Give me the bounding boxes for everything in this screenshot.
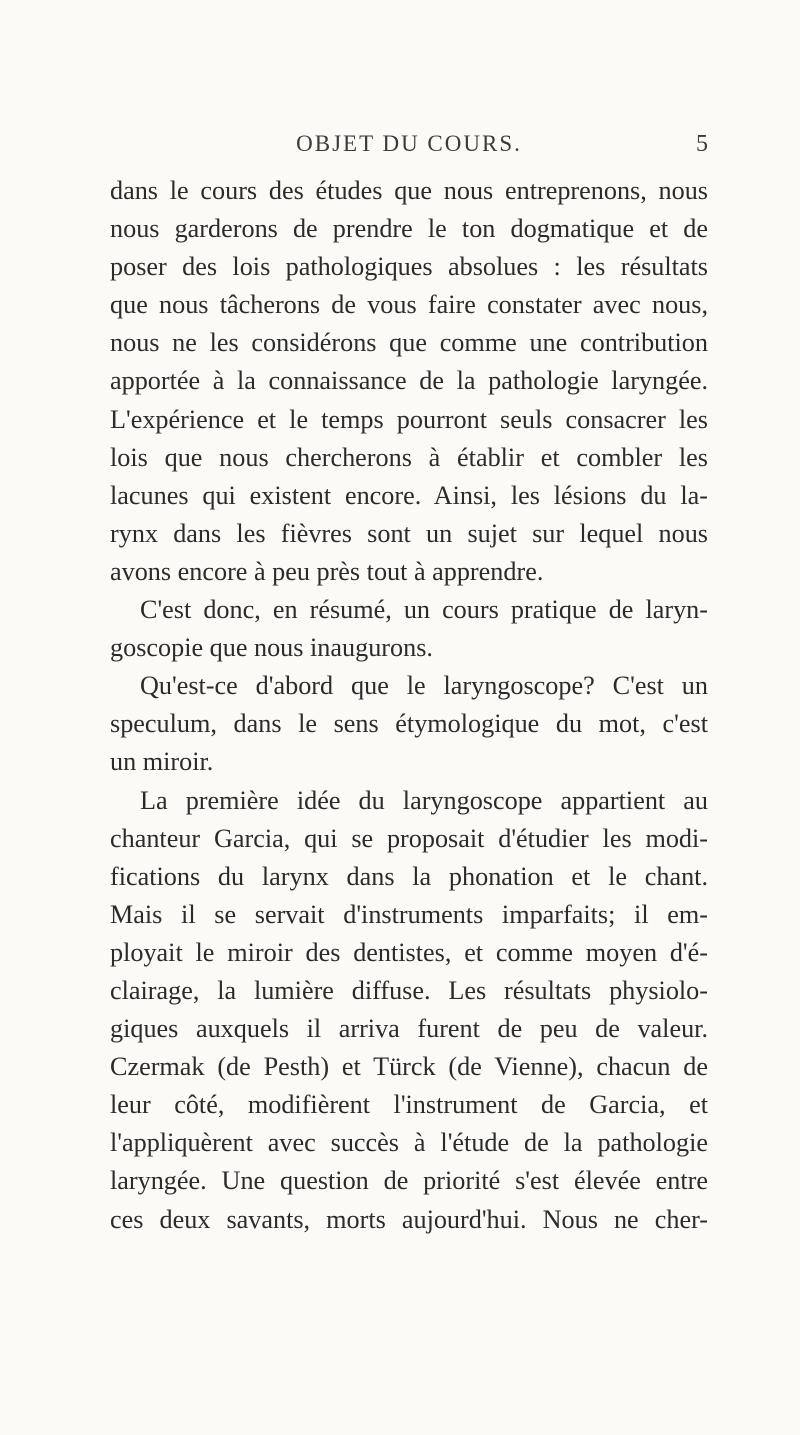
text-line: clairage, la lumière diffuse. Les résultats physiolo-: [110, 975, 708, 1005]
text-line: Qu'est-ce d'abord que le laryngoscope? C'est un: [140, 671, 708, 701]
text-line: fications du larynx dans la phonation et le chant.: [110, 861, 708, 891]
text-line: ployait le miroir des dentistes, et comme moyen d'é-: [110, 937, 708, 967]
text-line: Mais il se servait d'instruments imparfaits; il em-: [110, 899, 708, 929]
running-head: [110, 131, 708, 165]
text-line: chanteur Garcia, qui se proposait d'étudier les modi-: [110, 823, 708, 853]
text-line: Czermak (de Pesth) et Türck (de Vienne), chacun de: [110, 1052, 708, 1082]
text-line: poser des lois pathologiques absolues : les résultats: [110, 252, 708, 282]
text-line: speculum, dans le sens étymologique du mot, c'est: [110, 709, 708, 739]
text-line: nous ne les considérons que comme une contribution: [110, 328, 708, 358]
text-line: avons encore à peu près tout à apprendre.: [110, 556, 544, 586]
body-text: [110, 172, 708, 1239]
text-line: un miroir.: [110, 747, 214, 777]
text-line: l'appliquèrent avec succès à l'étude de la pathologie: [110, 1128, 708, 1158]
text-line: laryngée. Une question de priorité s'est élevée entre: [110, 1166, 708, 1196]
text-line: lois que nous chercherons à établir et combler les: [110, 442, 708, 472]
text-line: que nous tâcherons de vous faire constater avec nous,: [110, 290, 708, 320]
text-line: La première idée du laryngoscope appartient au: [140, 785, 708, 815]
page-number: 5: [696, 131, 708, 157]
text-line: dans le cours des études que nous entreprenons, nous: [110, 176, 708, 205]
text-line: giques auxquels il arriva furent de peu de valeur.: [110, 1014, 708, 1044]
text-line: C'est donc, en résumé, un cours pratique de laryn-: [140, 595, 708, 625]
text-line: leur côté, modifièrent l'instrument de Garcia, et: [110, 1090, 708, 1120]
text-line: goscopie que nous inaugurons.: [110, 633, 433, 663]
running-title: OBJET DU COURS.: [296, 131, 522, 156]
text-line: lacunes qui existent encore. Ainsi, les lésions du la-: [110, 480, 708, 510]
text-line: apportée à la connaissance de la pathologie laryngée.: [110, 366, 708, 396]
text-line: ces deux savants, morts aujourd'hui. Nous ne cher-: [110, 1204, 708, 1234]
text-line: rynx dans les fièvres sont un sujet sur lequel nous: [110, 518, 708, 548]
text-line: nous garderons de prendre le ton dogmatique et de: [110, 214, 708, 244]
text-line: L'expérience et le temps pourront seuls consacrer les: [110, 404, 708, 434]
